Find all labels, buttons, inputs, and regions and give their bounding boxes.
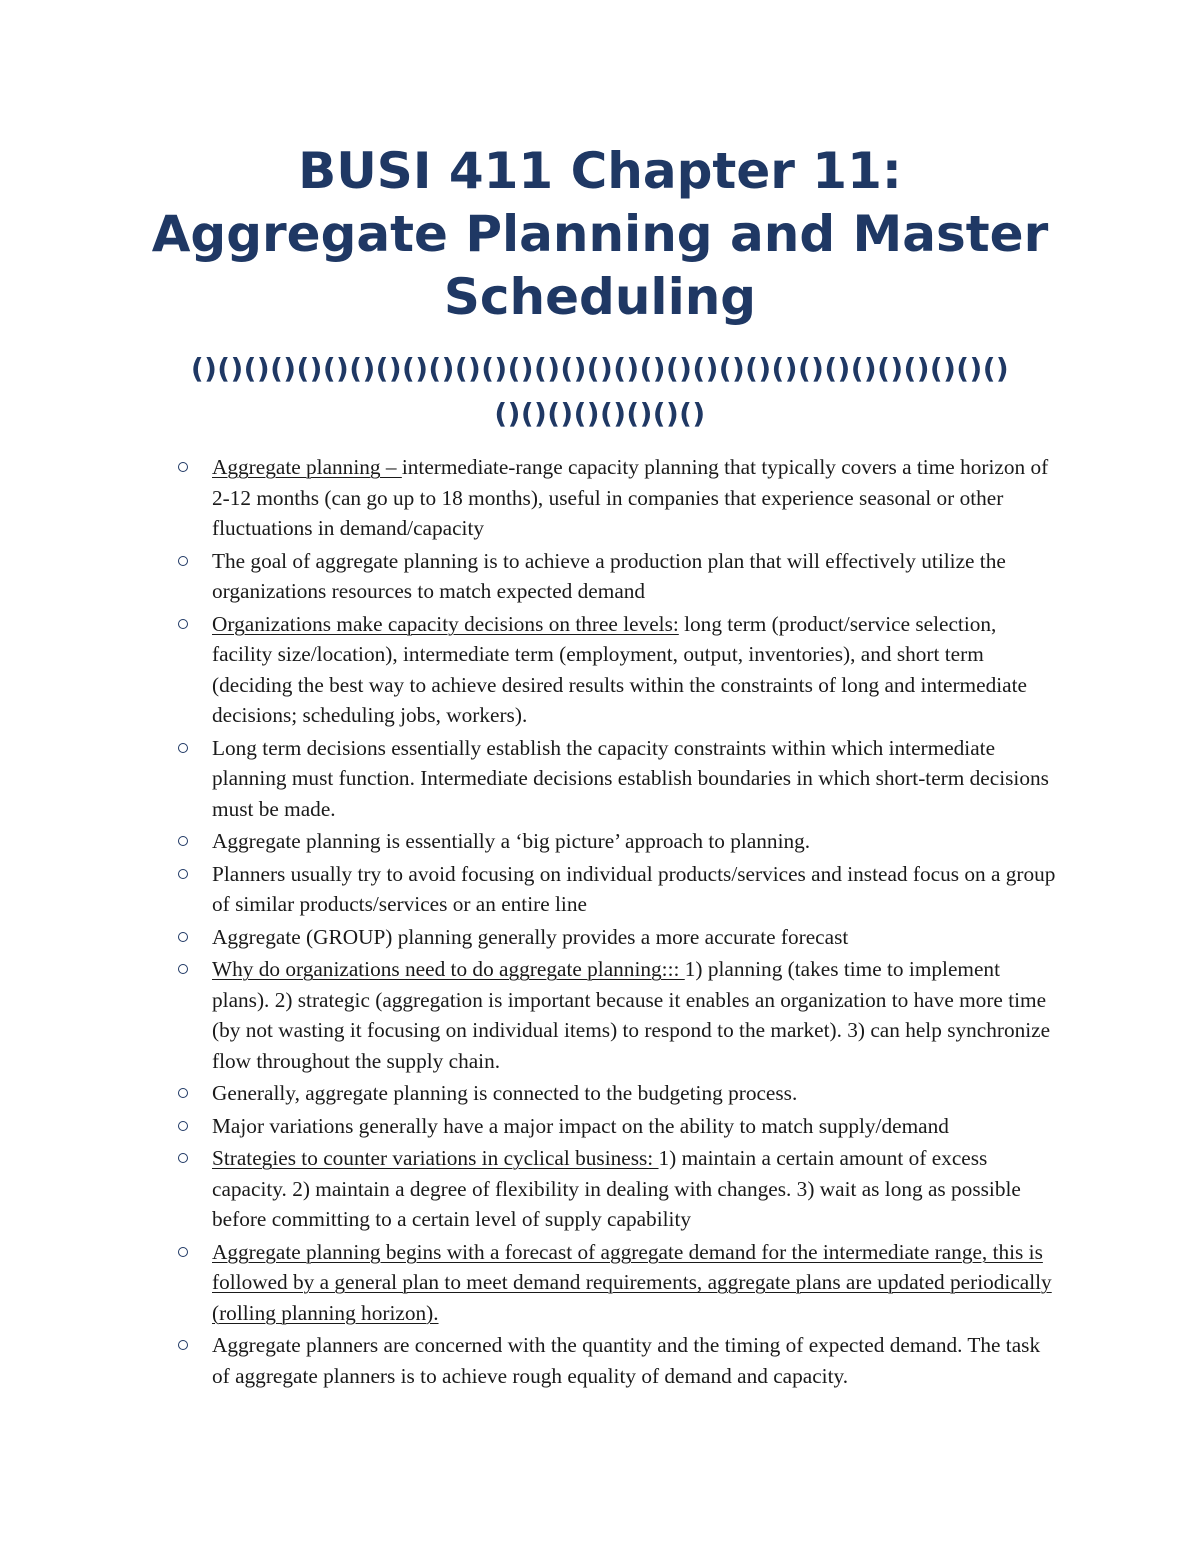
bullet-item-text: 1) maintain a certain amount of excess capacity. 2) maintain a degree of flexibility in dealing with changes. 3) wait as long as possible before committing to a certain level of supply capability xyxy=(212,1146,1021,1231)
bullet-item-text: Major variations generally have a major impact on the ability to match supply/demand xyxy=(212,1113,949,1138)
bullet-item-5 xyxy=(0,826,1060,857)
bullet-item-1 xyxy=(0,452,1060,544)
bullet-item-text: 1) planning (takes time to implement plans). 2) strategic (aggregation is important because it enables an organization to have more time (by not wasting it focusing on individual items) to respond to the market). 3) can help synchronize flow throughout the supply chain. xyxy=(212,957,1051,1073)
title-line-3: Scheduling xyxy=(443,268,757,326)
bullet-list xyxy=(0,452,1200,1393)
title-line-1: BUSI 411 Chapter 11: xyxy=(298,142,902,200)
hollow-circle-bullet-icon xyxy=(178,1340,188,1350)
hollow-circle-bullet-icon xyxy=(178,1153,188,1163)
hollow-circle-bullet-icon xyxy=(178,619,188,629)
bullet-item-text: The goal of aggregate planning is to achieve a production plan that will effectively utilize the organizations resources to match expected demand xyxy=(212,548,1006,603)
hollow-circle-bullet-icon xyxy=(178,1121,188,1131)
bullet-item-underlined-text: Aggregate planning begins with a forecast of aggregate demand for the intermediate range, this is followed by a general plan to meet demand requirements, aggregate plans are updated periodically (rolling planning horizon). xyxy=(212,1239,1052,1325)
bullet-item-underlined-text: Organizations make capacity decisions on three levels: xyxy=(212,611,679,636)
hollow-circle-bullet-icon xyxy=(178,1247,188,1257)
bullet-item-12 xyxy=(0,1237,1060,1329)
decoration-line-1: ()()()()()()()()()()()()()()()()()()()()()()()()()()()()()()() xyxy=(190,352,1010,385)
bullet-item-11 xyxy=(0,1143,1060,1235)
bullet-item-text: Aggregate (GROUP) planning generally provides a more accurate forecast xyxy=(212,924,849,949)
hollow-circle-bullet-icon xyxy=(178,1088,188,1098)
bullet-item-7 xyxy=(0,922,1060,953)
hollow-circle-bullet-icon xyxy=(178,869,188,879)
bullet-item-text: Aggregate planners are concerned with the quantity and the timing of expected demand. The task of aggregate planners is to achieve rough equality of demand and capacity. xyxy=(212,1333,1041,1388)
bullet-item-text: long term (product/service selection, facility size/location), intermediate term (employment, output, inventories), and short term (deciding the best way to achieve desired results within the constraints of long and intermediate decisions; scheduling jobs, workers). xyxy=(212,611,1027,727)
decoration-line-2: ()()()()()()()() xyxy=(494,397,706,430)
bullet-item-4 xyxy=(0,733,1060,825)
bullet-item-9 xyxy=(0,1078,1060,1109)
hollow-circle-bullet-icon xyxy=(178,964,188,974)
bullet-item-text: Planners usually try to avoid focusing on individual products/services and instead focus on a group of similar products/services or an entire line xyxy=(212,861,1056,916)
bullet-item-text: intermediate-range capacity planning that typically covers a time horizon of 2-12 months (can go up to 18 months), useful in companies that experience seasonal or other fluctuations in demand/capacity xyxy=(212,455,1049,540)
bullet-item-underlined-text: Aggregate planning – xyxy=(212,455,402,479)
bullet-item-3 xyxy=(0,609,1060,731)
bullet-item-text: Long term decisions essentially establish the capacity constraints within which intermediate planning must function. Intermediate decisions establish boundaries in which short-term decisions must be made. xyxy=(212,735,1049,821)
hollow-circle-bullet-icon xyxy=(178,836,188,846)
bullet-item-10 xyxy=(0,1111,1060,1142)
hollow-circle-bullet-icon xyxy=(178,556,188,566)
hollow-circle-bullet-icon xyxy=(178,743,188,753)
document-title xyxy=(100,140,1100,329)
bullet-item-8 xyxy=(0,954,1060,1076)
bullet-item-text: Generally, aggregate planning is connected to the budgeting process. xyxy=(212,1081,798,1105)
title-line-2: Aggregate Planning and Master xyxy=(151,205,1049,263)
bullet-item-2 xyxy=(0,546,1060,607)
hollow-circle-bullet-icon xyxy=(178,462,188,472)
bullet-item-text: Aggregate planning is essentially a ‘big picture’ approach to planning. xyxy=(212,829,811,853)
hollow-circle-bullet-icon xyxy=(178,932,188,942)
parenthesis-decoration xyxy=(100,346,1100,436)
bullet-item-underlined-text: Why do organizations need to do aggregate planning::: xyxy=(212,957,685,981)
bullet-item-6 xyxy=(0,859,1060,920)
bullet-item-underlined-text: Strategies to counter variations in cyclical business: xyxy=(212,1146,659,1170)
bullet-item-13 xyxy=(0,1330,1060,1391)
